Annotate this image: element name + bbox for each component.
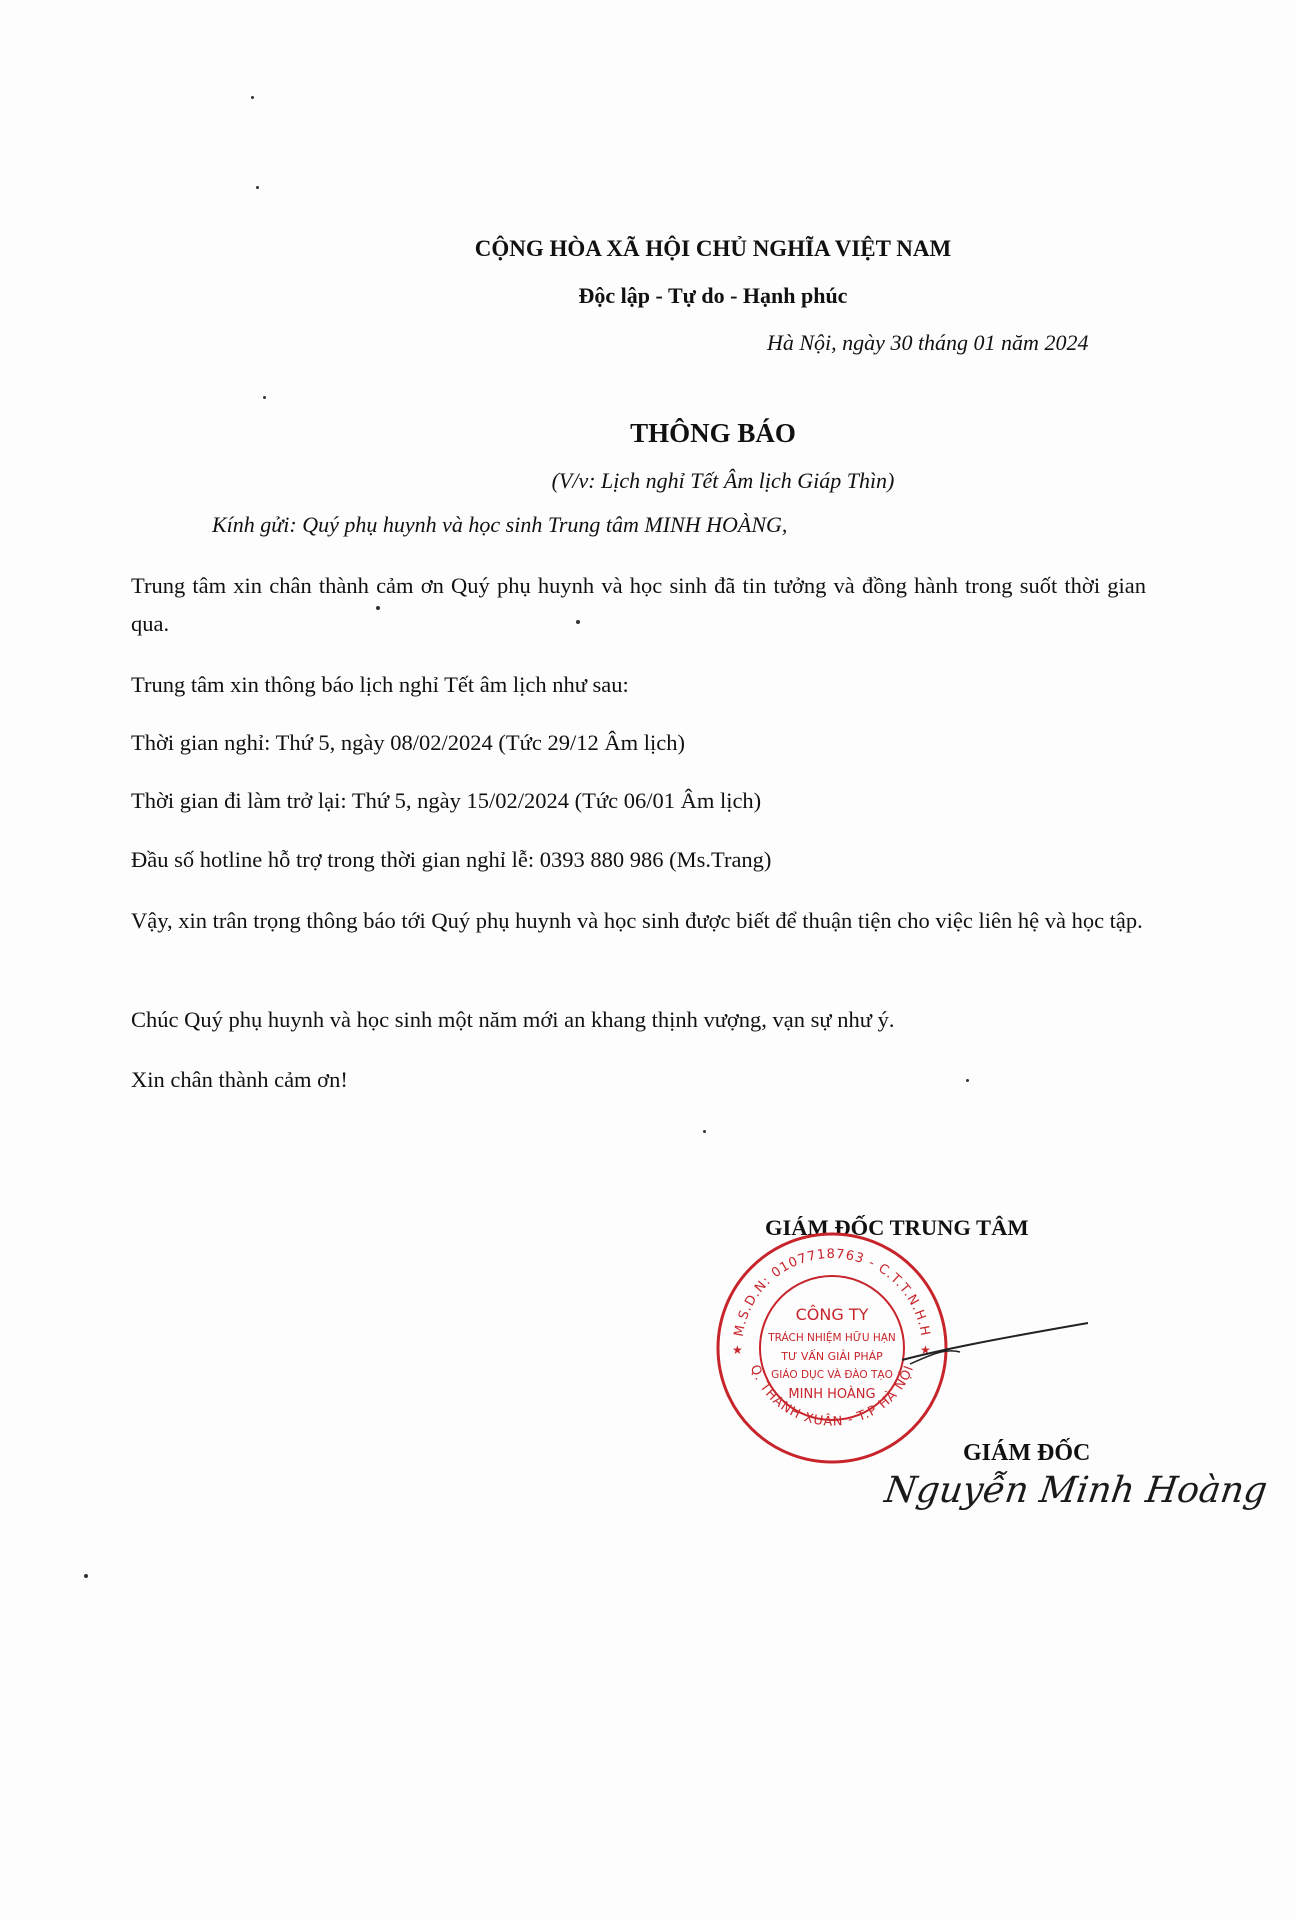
return-time-line: Thời gian đi làm trở lại: Thứ 5, ngày 15/02/2024 (Tức 06/01 Âm lịch) xyxy=(131,788,762,813)
signatory-title: GIÁM ĐỐC xyxy=(963,1440,1091,1466)
seal-line3: TƯ VẤN GIẢI PHÁP xyxy=(781,1350,883,1363)
closing-paragraph: Vậy, xin trân trọng thông báo tới Quý phụ huynh và học sinh được biết để thuận tiện cho việc liên hệ và học tập. xyxy=(131,908,1143,933)
seal-star-icon: ★ xyxy=(732,1343,743,1357)
intro-paragraph: Trung tâm xin chân thành cảm ơn Quý phụ huynh và học sinh đã tin tưởng và đồng hành trong suốt thời gian qua. xyxy=(131,573,1146,636)
seal-line4: GIÁO DỤC VÀ ĐÀO TẠO xyxy=(771,1369,893,1381)
place-date: Hà Nội, ngày 30 tháng 01 năm 2024 xyxy=(767,330,1089,355)
national-motto: Độc lập - Tự do - Hạnh phúc xyxy=(578,283,848,308)
thanks-line: Xin chân thành cảm ơn! xyxy=(131,1067,348,1092)
scan-speck xyxy=(966,1079,969,1082)
seal-line2: TRÁCH NHIỆM HỮU HẠN xyxy=(768,1332,896,1344)
scan-speck xyxy=(263,396,266,399)
announce-line: Trung tâm xin thông báo lịch nghỉ Tết âm lịch như sau: xyxy=(131,672,629,697)
seal-line5: MINH HOÀNG xyxy=(788,1387,876,1402)
scan-speck xyxy=(251,96,254,99)
hotline-line: Đầu số hotline hỗ trợ trong thời gian nghỉ lễ: 0393 880 986 (Ms.Trang) xyxy=(131,847,772,872)
notice-recipient: Kính gửi: Quý phụ huynh và học sinh Trung tâm MINH HOÀNG, xyxy=(212,512,788,537)
notice-subject: (V/v: Lịch nghỉ Tết Âm lịch Giáp Thìn) xyxy=(551,468,895,493)
signatory-name: Nguyễn Minh Hoàng xyxy=(882,1470,1270,1511)
seal-ring-bottom: Q. THANH XUÂN - T.P HÀ NỘI xyxy=(746,1362,918,1430)
seal-star-icon: ★ xyxy=(920,1343,931,1357)
signatory-role: GIÁM ĐỐC TRUNG TÂM xyxy=(765,1215,1029,1240)
notice-title: THÔNG BÁO xyxy=(630,418,796,448)
scan-speck xyxy=(84,1574,88,1578)
wish-line: Chúc Quý phụ huynh và học sinh một năm mới an khang thịnh vượng, vạn sự như ý. xyxy=(131,1007,895,1032)
seal-line1: CÔNG TY xyxy=(795,1305,869,1324)
scan-speck xyxy=(703,1130,706,1133)
off-time-line: Thời gian nghỉ: Thứ 5, ngày 08/02/2024 (Tức 29/12 Âm lịch) xyxy=(131,730,685,755)
seal-ring-text: M.S.D.N: 0107718763 - C.T.T.N.H.H xyxy=(731,1246,933,1338)
signature-stroke xyxy=(900,1320,1090,1370)
national-title: CỘNG HÒA XÃ HỘI CHỦ NGHĨA VIỆT NAM xyxy=(474,236,952,261)
scan-speck xyxy=(256,186,259,189)
